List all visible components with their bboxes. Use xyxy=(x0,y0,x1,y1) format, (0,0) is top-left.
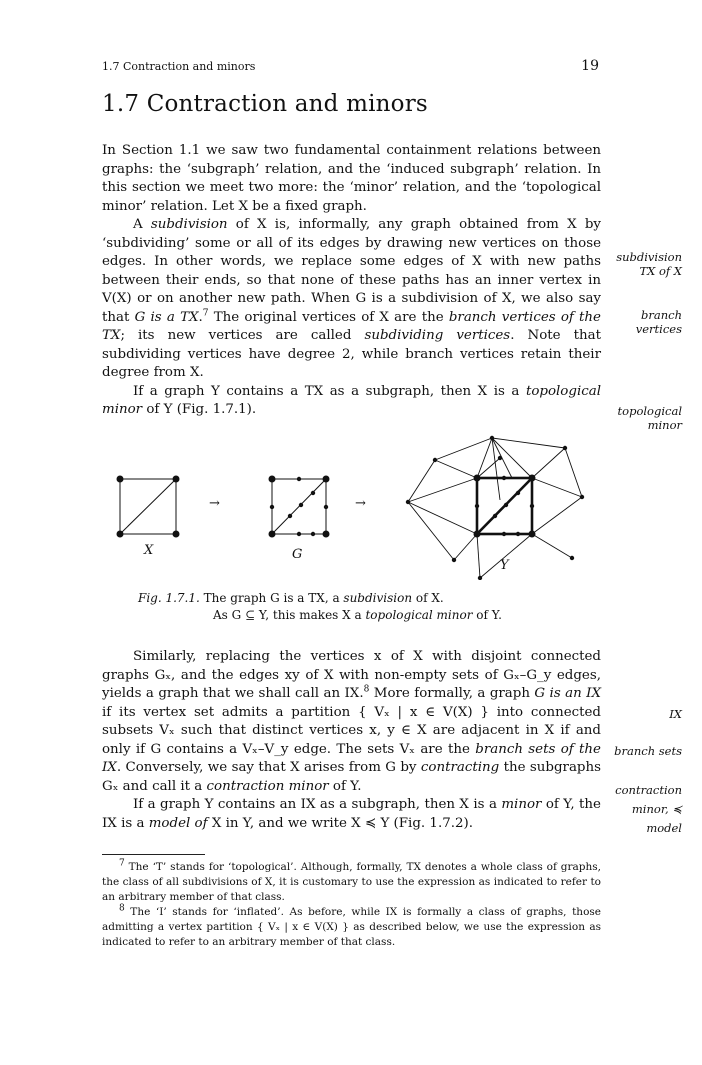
footnote-rule xyxy=(102,854,205,855)
figure-caption: Fig. 1.7.1. The graph G is a TX, a subdivision of X. As G ⊆ Y, this makes X a topological minor of Y. xyxy=(138,591,502,622)
term-topological-minor: topological minor xyxy=(102,383,601,417)
paragraph-1: In Section 1.1 we saw two fundamental containment relations between graphs: the ‘subgraph’ relation, and the ‘induced subgraph’ relation. In this section we meet two more: the ‘minor’ relation, and the ‘topological minor’ relation. Let X be a fixed graph. xyxy=(102,143,601,214)
margin-note-ix: IX xyxy=(669,707,682,721)
section-title: 1.7 Contraction and minors xyxy=(102,91,428,117)
margin-note-subdivision: subdivision TX of X xyxy=(616,250,682,278)
footnote-ref-8: 8 xyxy=(363,684,370,695)
margin-note-branch-sets: branch sets xyxy=(614,744,682,758)
term-g-is-an-ix: G is an IX xyxy=(534,686,601,701)
paragraph-4: Similarly, replacing the vertices x of X with disjoint connected graphs Gₓ, and the edges xy of X with non-empty sets of Gₓ–G_y edges, yields a graph that we shall call an IX.$^8$ More formally, a graph G is an IX if its vertex set admits a partition { Vₓ | x ∈ V(X) } into connected subsets Vₓ such that distinct vertices x, y ∈ X are adjacent in X if and only if G contains a Vₓ–V_y edge. The sets Vₓ are the branch sets of the IX. Conversely, we say that X arises from G by contracting the subgraphs Gₓ and call it a contraction minor of Y. xyxy=(102,649,601,794)
term-contracting: contracting xyxy=(420,760,500,775)
margin-note-model: model xyxy=(646,821,682,835)
running-header-section: 1.7 Contraction and minors xyxy=(102,60,256,73)
caption-number: Fig. 1.7.1. xyxy=(138,591,200,605)
graph-y-vertices xyxy=(406,436,584,580)
arrow-g-to-y: → xyxy=(355,496,366,511)
body-text-bottom xyxy=(102,648,601,833)
figure-1-7-1 xyxy=(102,430,601,580)
graph-x xyxy=(120,479,176,534)
graph-g xyxy=(272,479,326,534)
paragraph-5: If a graph Y contains an IX as a subgraph, then X is a minor of Y, the IX is a model of X in Y, and we write X ≼ Y (Fig. 1.7.2). xyxy=(102,797,601,831)
term-contraction-minor: contraction minor xyxy=(206,778,329,794)
body-text-top xyxy=(102,142,601,420)
margin-note-minor: minor, ≼ xyxy=(631,802,682,816)
margin-note-branch: branch vertices xyxy=(635,308,682,336)
footnotes xyxy=(102,860,601,950)
footnote-ref-7: 7 xyxy=(202,308,209,319)
footnote-7: $^7$ The ‘T’ stands for ‘topological’. Although, formally, TX denotes a whole class of graphs, the class of all subdivisions of X, it is customary to use the expression as indicated to refer to an arbitrary member of that class. xyxy=(102,858,601,903)
figure-graphs xyxy=(102,430,601,580)
term-branch-vertices: branch vertices of the TX xyxy=(102,309,601,343)
term-model: model of xyxy=(148,815,208,831)
term-branch-sets: branch sets of the IX xyxy=(102,741,601,775)
footnote-8: $^8$ The ‘I’ stands for ‘inflated’. As before, while IX is formally a class of graphs, those admitting a vertex partition { Vₓ | x ∈ V(X) } as described below, we use the expression as indicated to refer to an arbitrary member of that class. xyxy=(102,903,601,948)
term-g-is-a-tx: G is a TX xyxy=(134,309,199,325)
figure-label-y: Y xyxy=(500,558,509,573)
paragraph-2: A subdivision of X is, informally, any graph obtained from X by ‘subdividing’ some or all of its edges by drawing new vertices on those edges. In other words, we replace some edges of X with new paths between their ends, so that none of these paths has an inner vertex in V(X) or on another new path. When G is a subdivision of X, we also say that G is a TX.$^7$ The original vertices of X are the branch vertices of the TX; its new vertices are called subdividing vertices. Note that subdividing vertices have degree 2, while branch vertices retain their degree from X. xyxy=(102,217,602,380)
term-subdivision: subdivision xyxy=(150,217,228,232)
term-minor: minor xyxy=(501,797,542,812)
margin-note-contraction: contraction xyxy=(615,783,682,797)
page-number: 19 xyxy=(581,58,599,74)
paragraph-3: If a graph Y contains a TX as a subgraph, then X is a topological minor of Y (Fig. 1.7.1). xyxy=(102,383,601,417)
margin-note-topological: topological minor xyxy=(617,404,682,432)
figure-label-x: X xyxy=(144,543,154,558)
running-header xyxy=(102,60,599,73)
figure-label-g: G xyxy=(292,547,303,562)
term-subdividing-vertices: subdividing vertices xyxy=(364,328,511,343)
arrow-x-to-g: → xyxy=(209,496,220,511)
